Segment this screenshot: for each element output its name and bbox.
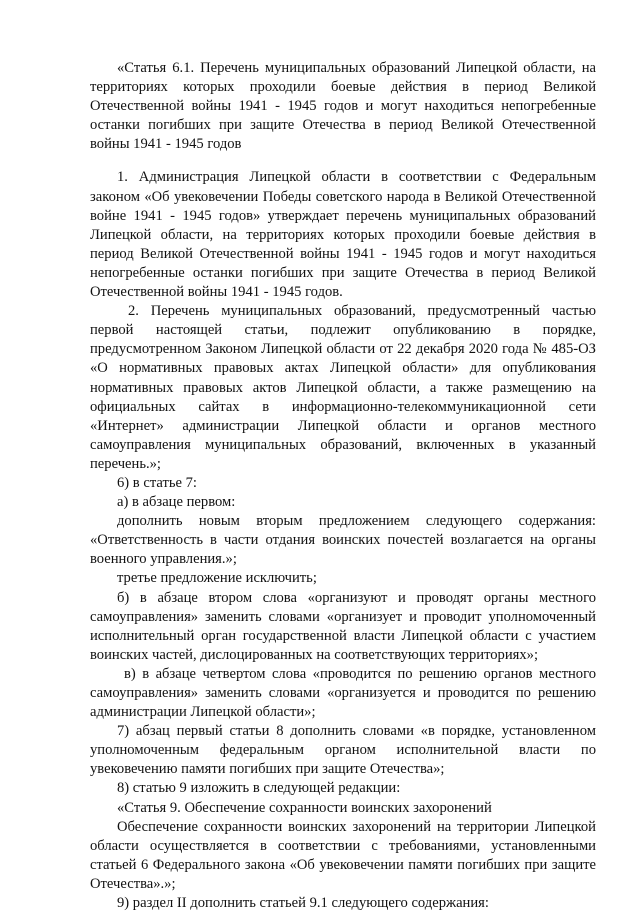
paragraph: 7) абзац первый статьи 8 дополнить словами «в порядке, установленном уполномоченным федеральным органом исполнительной власти по увековечению памяти погибших при защите Отечества»;	[90, 723, 596, 778]
paragraph: третье предложение исключить;	[117, 570, 317, 587]
paragraph: 2. Перечень муниципальных образований, предусмотренный частью первой настоящей статьи, подлежит опубликованию в порядке, предусмотренном Законом Липецкой области от 22 декабря 2020 года № 485-ОЗ «О нормативных правовых актах Липецкой области» для опубликования нормативных правовых актов Липецкой области, а также размещению на официальных сайтах в информационно-телекоммуникационной сети «Интернет» администрации Липецкой области и органов местного самоуправления муниципальных образований, включенных в указанный перечень.»;	[90, 303, 596, 472]
paragraph: б) в абзаце втором слова «организуют и проводят органы местного самоуправления» заменить словами «организует и проводит уполномоченный исполнительный орган государственной власти Липецкой области с участием воинских частей, дислоцированных на соответствующих территориях»;	[90, 589, 596, 663]
paragraph: 8) статью 9 изложить в следующей редакции:	[117, 780, 401, 797]
document-body	[90, 59, 596, 913]
article-heading: «Статья 9. Обеспечение сохранности воинских захоронений	[117, 799, 492, 816]
paragraph: в) в абзаце четвертом слова «проводится по решению органов местного самоуправления» заменить словами «организуется и проводится по решению администрации Липецкой области»;	[90, 665, 596, 721]
paragraph: 1. Администрация Липецкой области в соответствии с Федеральным законом «Об увековечении Победы советского народа в Великой Отечественной войне 1941 - 1945 годов» утверждает перечень муниципальных образований Липецкой области, на территориях которых проходили боевые действия в период Великой Отечественной войны 1941 - 1945 годов и могут находиться непогребенные останки погибших при защите Отечества в период Великой Отечественной войны 1941 - 1945 годов.	[90, 169, 596, 301]
article-heading: «Статья 6.1. Перечень муниципальных образований Липецкой области, на территориях которых проходили боевые действия в период Великой Отечественной войны 1941 - 1945 годов и могут находиться непогребенные останки погибших при защите Отечества в период Великой Отечественной войны 1941 - 1945 годов	[90, 60, 596, 153]
paragraph: 6) в статье 7:	[117, 474, 197, 491]
paragraph: Обеспечение сохранности воинских захоронений на территории Липецкой области осуществляется в соответствии с требованиями, установленными статьей 6 Федерального закона «Об увековечении памяти погибших при защите Отечества».»;	[90, 818, 596, 892]
paragraph: дополнить новым вторым предложением следующего содержания: «Ответственность в части отдания воинских почестей возлагается на органы военного управления.»;	[90, 513, 596, 568]
paragraph: 9) раздел II дополнить статьей 9.1 следующего содержания:	[117, 895, 489, 912]
paragraph: а) в абзаце первом:	[117, 494, 236, 511]
